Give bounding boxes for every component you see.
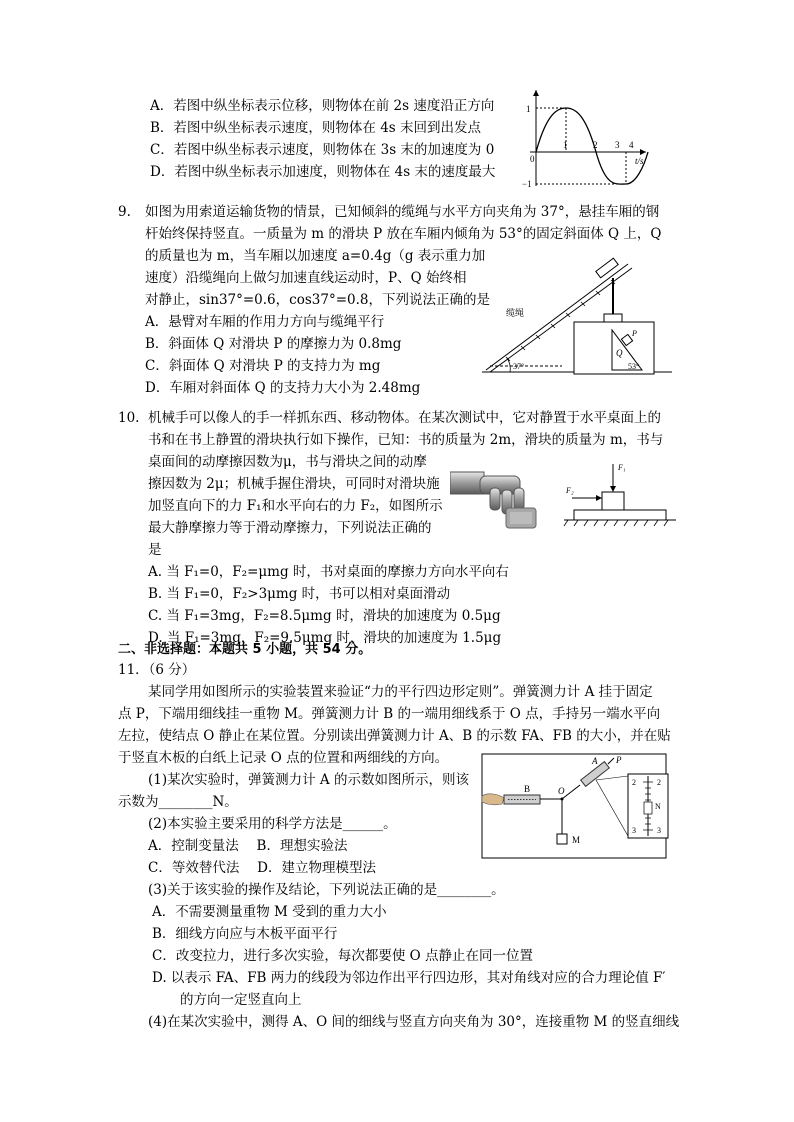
q10-option-a: A. 当 F₁=0，F₂=μmg 时，书对桌面的摩擦力方向水平向右 bbox=[148, 564, 509, 580]
q11-sub1-line-a: (1)某次实验时，弹簧测力计 A 的示数如图所示，则该 bbox=[148, 772, 469, 788]
q9-line-5: 对静止，sin37°=0.6，cos37°=0.8，下列说法正确的是 bbox=[145, 292, 490, 308]
point-p-label: P bbox=[616, 755, 622, 765]
q10-line-3: 桌面间的动摩擦因数为μ，书与滑块之间的动摩 bbox=[148, 454, 427, 470]
q8-option-b: B．若图中纵坐标表示速度，则物体在 4s 末回到出发点 bbox=[150, 120, 482, 136]
q10-option-c: C. 当 F₁=3mg，F₂=8.5μmg 时，滑块的加速度为 0.5μg bbox=[148, 608, 501, 624]
robotic-hand-image bbox=[450, 464, 552, 530]
q10-line-6: 最大静摩擦力等于滑动摩擦力，下列说法正确的 bbox=[148, 520, 432, 536]
q9-option-a: A．悬臂对车厢的作用力方向与缆绳平行 bbox=[145, 314, 385, 330]
q11-sub3-option-d: D. 以表示 FA、FB 两力的线段为邻边作出平行四边形，其对角线对应的合力理论值 F′ bbox=[152, 970, 666, 986]
q11-header: 11．（6 分） bbox=[118, 662, 196, 678]
q9-line-1: 如图为用索道运输货物的情景，已知倾斜的缆绳与水平方向夹角为 37°，悬挂车厢的钢 bbox=[145, 204, 660, 220]
slider-p-label: P bbox=[632, 329, 637, 338]
q10-line-2: 书和在书上静置的滑块执行如下操作，已知：书的质量为 2m，滑块的质量为 m，书与 bbox=[148, 432, 664, 448]
q9-line-3: 的质量也为 m，当车厢以加速度 a=0.4g（g 表示重力加 bbox=[145, 248, 486, 264]
q9-line-2: 杆始终保持竖直。一质量为 m 的滑块 P 放在车厢内倾角为 53°的固定斜面体 Q 上，Q bbox=[145, 226, 662, 242]
graph-y-bottom: −1 bbox=[522, 179, 532, 189]
scale-3-right: 3 bbox=[657, 826, 661, 835]
q11-experiment-figure bbox=[480, 752, 678, 862]
q11-sub3-option-c: C．改变拉力，进行多次实验，每次都要使 O 点静止在同一位置 bbox=[152, 948, 533, 964]
q11-sub3-option-b: B．细线方向应与木板平面平行 bbox=[152, 926, 338, 942]
scale-3-left: 3 bbox=[632, 826, 636, 835]
q10-number: 10. bbox=[118, 410, 140, 426]
q9-option-d: D．车厢对斜面体 Q 的支持力大小为 2.48mg bbox=[145, 380, 421, 396]
q9-option-c: C．斜面体 Q 对滑块 P 的支持力为 mg bbox=[145, 358, 381, 374]
scale-unit-label: N bbox=[655, 802, 661, 811]
angle-37-label: 37° bbox=[513, 362, 525, 371]
q8-sine-graph bbox=[522, 86, 652, 190]
q10-line-1: 机械手可以像人的手一样抓东西、移动物体。在某次测试中，它对静置于水平桌面上的 bbox=[148, 410, 661, 426]
cable-label: 缆绳 bbox=[506, 308, 525, 318]
scale-2-right: 2 bbox=[657, 778, 661, 787]
q11-para-1: 某同学用如图所示的实验装置来验证“力的平行四边形定则”。弹簧测力计 A 挂于固定 bbox=[148, 684, 653, 700]
graph-y-top: 1 bbox=[526, 104, 531, 114]
q10-line-5: 加竖直向下的力 F₁和水平向右的力 F₂，如图所示 bbox=[148, 498, 443, 514]
force-f1-label: F₁ bbox=[618, 463, 626, 472]
q10-line-7: 是 bbox=[148, 542, 162, 558]
q10-option-b: B. 当 F₁=0，F₂>3μmg 时，书可以相对桌面滑动 bbox=[148, 586, 451, 602]
q10-option-d: D. 当 F₁=3mg，F₂=9.5μmg 时，滑块的加速度为 1.5μg bbox=[148, 630, 502, 646]
q11-sub2-options-ab: A．控制变量法 B．理想实验法 bbox=[148, 838, 348, 854]
q9-line-4: 速度）沿缆绳向上做匀加速直线运动时，P、Q 始终相 bbox=[145, 270, 467, 286]
q11-sub3: (3)关于该实验的操作及结论，下列说法正确的是________。 bbox=[148, 882, 505, 898]
graph-tick: 4 bbox=[629, 140, 634, 150]
q11-sub2-options-cd: C．等效替代法 D．建立物理模型法 bbox=[148, 860, 376, 876]
graph-tick: 2 bbox=[593, 140, 598, 150]
q8-option-a: A．若图中纵坐标表示位移，则物体在前 2s 速度沿正方向 bbox=[150, 98, 495, 114]
scale-a-label: A bbox=[592, 756, 598, 766]
weight-m-label: M bbox=[572, 835, 581, 845]
graph-tick: 3 bbox=[615, 140, 620, 150]
wedge-q-label: Q bbox=[616, 348, 623, 358]
q10-line-4: 擦因数为 2μ；机械手握住滑块，可同时对滑块施 bbox=[148, 476, 440, 492]
q11-sub3-option-d-cont: 的方向一定竖直向上 bbox=[180, 992, 302, 1008]
q11-para-4: 于竖直木板的白纸上记录 O 点的位置和两细线的方向。 bbox=[118, 750, 449, 766]
q11-sub1-line-b: 示数为________N。 bbox=[118, 794, 238, 810]
angle-53-label: 53° bbox=[628, 362, 640, 371]
q11-para-2: 点 P，下端用细线挂一重物 M。弹簧测力计 B 的一端用细线系于 O 点，手持另一端水平向 bbox=[118, 706, 661, 722]
point-o-label: O bbox=[558, 786, 565, 796]
scale-2-left: 2 bbox=[632, 778, 636, 787]
q11-para-3: 左拉，使结点 O 静止在某位置。分别读出弹簧测力计 A、B 的示数 FA、FB 的大小，并在贴 bbox=[118, 728, 671, 744]
q11-sub4: (4)在某次实验中，测得 A、O 间的细线与竖直方向夹角为 30°，连接重物 M 的竖直细线 bbox=[148, 1014, 680, 1030]
q9-cable-car-figure bbox=[476, 250, 676, 380]
graph-xlabel: t/s bbox=[635, 156, 644, 166]
q9-option-b: B．斜面体 Q 对滑块 P 的摩擦力为 0.8mg bbox=[145, 336, 402, 352]
q11-sub2: (2)本实验主要采用的科学方法是______。 bbox=[148, 816, 397, 832]
force-f2-label: F₂ bbox=[566, 486, 574, 495]
q8-option-c: C．若图中纵坐标表示速度，则物体在 3s 末的加速度为 0 bbox=[150, 142, 495, 158]
q9-number: 9. bbox=[118, 204, 131, 220]
section-2-heading: 二、非选择题：本题共 5 小题，共 54 分。 bbox=[118, 642, 372, 657]
graph-tick: 1 bbox=[563, 140, 568, 150]
q11-sub3-option-a: A．不需要测量重物 M 受到的重力大小 bbox=[152, 904, 387, 920]
q8-option-d: D．若图中纵坐标表示加速度，则物体在 4s 末的速度最大 bbox=[150, 164, 496, 180]
graph-origin: 0 bbox=[530, 154, 535, 164]
q10-force-diagram bbox=[560, 458, 680, 528]
scale-b-label: B bbox=[524, 784, 531, 794]
